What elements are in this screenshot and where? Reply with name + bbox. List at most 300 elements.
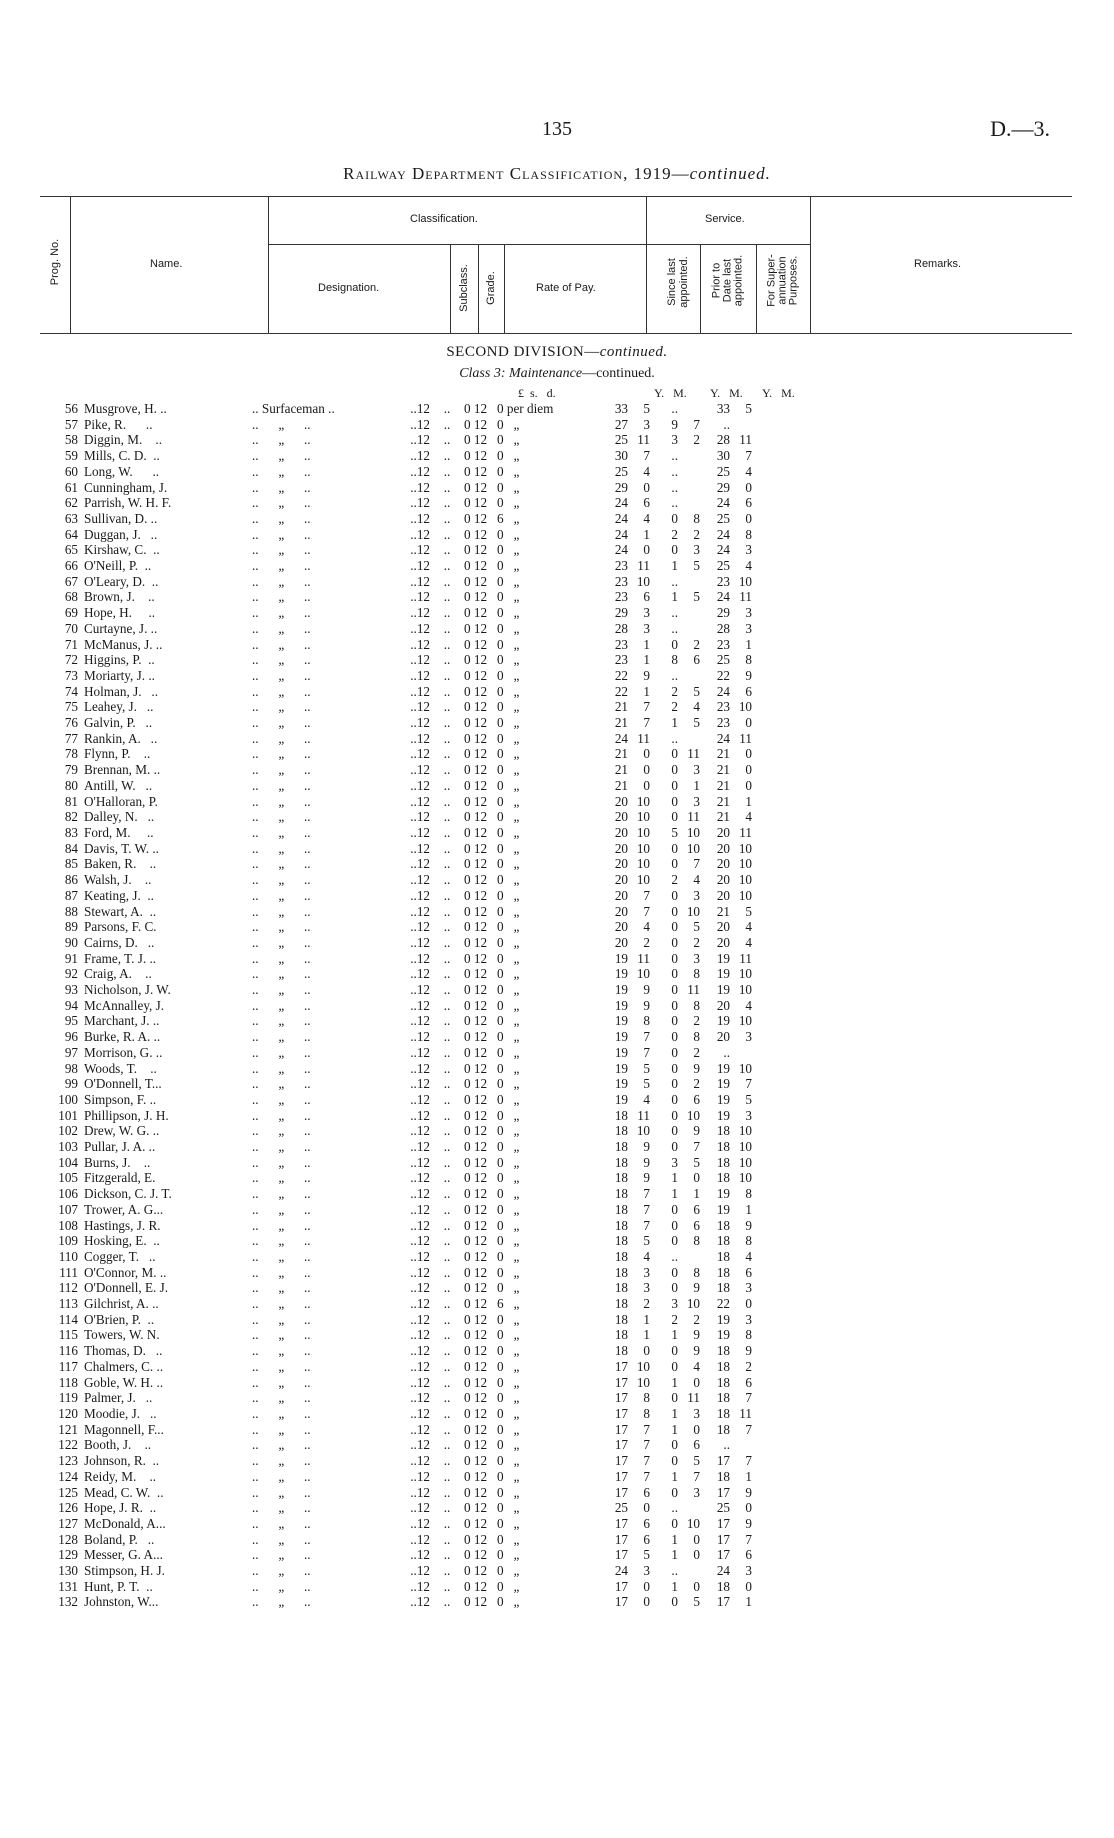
grade-cell: .. <box>443 746 451 762</box>
table-row <box>46 589 752 605</box>
table-row <box>46 511 752 527</box>
designation-cell: .. „ .. <box>252 762 311 778</box>
super-years-cell: 19 <box>716 950 730 966</box>
subclass-cell: ..12 <box>410 636 430 652</box>
designation-cell: .. „ .. <box>252 1453 311 1469</box>
prog-no-cell: 100 <box>58 1091 78 1107</box>
prog-no-cell: 127 <box>58 1515 78 1531</box>
super-years-cell: 20 <box>716 934 730 950</box>
since-years-cell: 24 <box>614 495 628 511</box>
prog-no-cell: 63 <box>64 510 78 526</box>
rate-of-pay-cell: 0 12 0 „ <box>464 1531 520 1547</box>
designation-cell: .. „ .. <box>252 1390 311 1406</box>
rate-of-pay-cell: 0 12 0 „ <box>464 809 520 825</box>
table-row <box>46 1186 752 1202</box>
since-months-cell: 3 <box>643 416 650 432</box>
prog-no-cell: 106 <box>58 1186 78 1202</box>
since-months-cell: 4 <box>643 510 650 526</box>
since-months-cell: 1 <box>643 652 650 668</box>
designation-cell: .. „ .. <box>252 809 311 825</box>
subclass-cell: ..12 <box>410 1264 430 1280</box>
name-cell: Burns, J. .. <box>84 1154 151 1170</box>
since-years-cell: 20 <box>614 887 628 903</box>
prior-years-cell: 1 <box>671 1374 678 1390</box>
subclass-cell: ..12 <box>410 479 430 495</box>
prior-months-cell: 9 <box>693 1280 700 1296</box>
super-months-cell: 10 <box>738 982 752 998</box>
prior-years-cell: 0 <box>671 1107 678 1123</box>
prior-years-cell: 0 <box>671 1343 678 1359</box>
rate-of-pay-cell: 0 12 0 „ <box>464 966 520 982</box>
prior-years-cell: .. <box>671 605 678 621</box>
prior-years-cell: 0 <box>671 1123 678 1139</box>
name-cell: Gilchrist, A. .. <box>84 1296 159 1312</box>
super-years-cell: 20 <box>716 997 730 1013</box>
name-cell: Hope, J. R. .. <box>84 1500 157 1516</box>
prior-months-cell: 2 <box>693 526 700 542</box>
page-title <box>0 164 1114 184</box>
since-years-cell: 21 <box>614 715 628 731</box>
prog-no-cell: 59 <box>64 448 78 464</box>
since-years-cell: 23 <box>614 652 628 668</box>
prog-no-cell: 85 <box>64 856 78 872</box>
super-years-cell: 17 <box>716 1453 730 1469</box>
designation-cell: .. Surfaceman .. <box>252 401 335 416</box>
col-rule-8 <box>756 244 757 333</box>
prog-no-cell: 83 <box>64 824 78 840</box>
super-months-cell: 0 <box>745 479 752 495</box>
header-bottom-rule <box>40 333 1072 334</box>
subclass-cell: ..12 <box>410 667 430 683</box>
since-months-cell: 7 <box>643 699 650 715</box>
rate-of-pay-cell: 0 12 0 „ <box>464 620 520 636</box>
name-cell: Trower, A. G... <box>84 1201 164 1217</box>
grade-cell: .. <box>443 1578 451 1594</box>
rate-of-pay-cell: 0 12 0 „ <box>464 1563 520 1579</box>
prog-no-cell: 120 <box>58 1406 78 1421</box>
rate-of-pay-cell: 0 12 0 „ <box>464 636 520 652</box>
super-years-cell: 18 <box>716 1139 730 1155</box>
since-years-cell: 18 <box>614 1311 628 1327</box>
prior-months-cell <box>678 1249 700 1265</box>
header-grade: Grade. <box>485 271 497 305</box>
designation-cell: .. „ .. <box>252 479 311 495</box>
super-months-cell: 11 <box>739 589 752 605</box>
since-years-cell: 23 <box>614 573 628 589</box>
grade-cell: .. <box>443 856 451 872</box>
title-main: Railway Department Classification, 1919— <box>343 164 690 183</box>
prog-no-cell: 71 <box>64 636 78 652</box>
prior-years-cell: 0 <box>671 1453 678 1469</box>
table-row <box>46 1233 752 1249</box>
grade-cell: .. <box>443 1233 451 1249</box>
since-months-cell: 6 <box>643 1515 650 1531</box>
since-years-cell: 19 <box>614 950 628 966</box>
since-months-cell: 10 <box>636 840 650 856</box>
table-row <box>46 1390 752 1406</box>
super-years-cell: 23 <box>716 715 730 731</box>
since-years-cell: 17 <box>614 1374 628 1390</box>
name-cell: Cunningham, J. <box>84 479 168 495</box>
rate-of-pay-cell: 0 12 0 „ <box>464 1186 520 1202</box>
grade-cell: .. <box>443 793 451 809</box>
prior-months-cell: 8 <box>693 966 700 982</box>
super-months-cell: 11 <box>739 824 752 840</box>
subclass-cell: ..12 <box>410 1154 430 1170</box>
super-years-cell: 19 <box>716 1201 730 1217</box>
grade-cell: .. <box>443 479 451 495</box>
grade-cell: .. <box>443 620 451 636</box>
table-row <box>46 1327 752 1343</box>
subclass-cell: ..12 <box>410 982 430 998</box>
prior-months-cell: 2 <box>693 1076 700 1092</box>
since-years-cell: 18 <box>614 1233 628 1249</box>
table-row <box>46 1280 752 1296</box>
rate-of-pay-cell: 0 12 0 „ <box>464 1578 520 1594</box>
subclass-cell: ..12 <box>410 903 430 919</box>
super-years-cell: 19 <box>716 1327 730 1343</box>
prior-months-cell: 4 <box>693 872 700 888</box>
prior-years-cell: .. <box>671 573 678 589</box>
prior-months-cell <box>678 731 700 747</box>
rate-of-pay-cell: 0 12 0 „ <box>464 872 520 888</box>
prior-years-cell: 2 <box>671 526 678 542</box>
prog-no-cell: 73 <box>64 667 78 683</box>
prior-years-cell: 1 <box>671 1547 678 1563</box>
grade-cell: .. <box>443 699 451 715</box>
prior-months-cell: 3 <box>693 1406 700 1421</box>
prog-no-cell: 129 <box>58 1547 78 1563</box>
grade-cell: .. <box>443 463 451 479</box>
rate-of-pay-cell: 0 12 0 „ <box>464 463 520 479</box>
prog-no-cell: 88 <box>64 903 78 919</box>
super-months-cell: 7 <box>745 1531 752 1547</box>
grade-cell: .. <box>443 1484 451 1500</box>
table-row <box>46 1013 752 1029</box>
prior-months-cell: 8 <box>693 1233 700 1249</box>
grade-cell: .. <box>443 840 451 856</box>
table-row <box>46 809 752 825</box>
name-cell: Sullivan, D. .. <box>84 510 158 526</box>
grade-cell: .. <box>443 510 451 526</box>
rate-of-pay-cell: 0 12 0 „ <box>464 1500 520 1516</box>
super-years-cell: 18 <box>716 1248 730 1264</box>
subclass-cell: ..12 <box>410 1500 430 1516</box>
prog-no-cell: 67 <box>64 573 78 589</box>
super-years-cell: 20 <box>716 919 730 935</box>
since-years-cell: 18 <box>614 1139 628 1155</box>
since-years-cell: 17 <box>614 1547 628 1563</box>
designation-cell: .. „ .. <box>252 1500 311 1516</box>
name-cell: Mills, C. D. .. <box>84 448 160 464</box>
since-months-cell: 3 <box>643 605 650 621</box>
since-months-cell: 9 <box>643 997 650 1013</box>
prior-months-cell: 6 <box>693 1201 700 1217</box>
designation-cell: .. „ .. <box>252 1531 311 1547</box>
header-superannuation: For Super- annuation Purposes. <box>765 254 800 307</box>
grade-cell: .. <box>443 966 451 982</box>
table-row <box>46 1108 752 1124</box>
grade-cell: .. <box>443 1076 451 1092</box>
header-top-rule <box>40 196 1072 197</box>
since-years-cell: 17 <box>614 1406 628 1421</box>
super-years-cell: 18 <box>716 1406 730 1421</box>
prior-months-cell: 6 <box>693 1091 700 1107</box>
super-years-cell: .. <box>723 1044 730 1060</box>
grade-cell: .. <box>443 636 451 652</box>
grade-cell: .. <box>443 558 451 574</box>
super-years-cell: 18 <box>716 1217 730 1233</box>
name-cell: Morrison, G. .. <box>84 1044 163 1060</box>
subclass-cell: ..12 <box>410 950 430 966</box>
super-months-cell: 10 <box>738 573 752 589</box>
since-years-cell: 17 <box>614 1578 628 1594</box>
super-years-cell: 18 <box>716 1374 730 1390</box>
super-years-cell: 19 <box>716 1311 730 1327</box>
super-months-cell: 10 <box>738 699 752 715</box>
since-months-cell: 9 <box>643 1170 650 1186</box>
since-months-cell: 7 <box>643 903 650 919</box>
super-months-cell: 10 <box>738 1060 752 1076</box>
rate-of-pay-cell: 0 12 6 „ <box>464 510 520 526</box>
name-cell: Reidy, M. .. <box>84 1468 157 1484</box>
super-years-cell: 24 <box>716 683 730 699</box>
since-months-cell: 4 <box>643 1091 650 1107</box>
subclass-cell: ..12 <box>410 1594 430 1610</box>
prog-no-cell: 121 <box>58 1421 78 1437</box>
prior-months-cell: 2 <box>693 636 700 652</box>
super-months-cell: 9 <box>745 1217 752 1233</box>
grade-cell: .. <box>443 1296 451 1312</box>
since-months-cell: 9 <box>643 982 650 998</box>
table-row <box>46 762 752 778</box>
prior-years-cell: 0 <box>671 919 678 935</box>
super-months-cell: 10 <box>738 887 752 903</box>
rate-of-pay-cell: 0 12 0 „ <box>464 1139 520 1155</box>
super-years-cell: 19 <box>716 1060 730 1076</box>
subclass-cell: ..12 <box>410 1248 430 1264</box>
super-months-cell: 11 <box>739 1406 752 1421</box>
prior-years-cell: 0 <box>671 997 678 1013</box>
name-cell: McAnnalley, J. <box>84 997 165 1013</box>
since-months-cell: 0 <box>643 1578 650 1594</box>
prog-no-cell: 79 <box>64 762 78 778</box>
header-designation: Designation. <box>318 282 380 294</box>
prog-no-cell: 65 <box>64 542 78 558</box>
table-row <box>46 495 752 511</box>
prior-years-cell: 1 <box>671 1170 678 1186</box>
super-months-cell: 0 <box>745 1296 752 1312</box>
designation-cell: .. „ .. <box>252 1437 311 1453</box>
table-row <box>46 527 752 543</box>
prior-months-cell: 5 <box>693 919 700 935</box>
super-months-cell: 6 <box>745 495 752 511</box>
subclass-cell: ..12 <box>410 762 430 778</box>
rate-of-pay-cell: 0 12 0 „ <box>464 1107 520 1123</box>
since-months-cell: 11 <box>637 1107 650 1123</box>
prior-months-cell: 9 <box>693 1327 700 1343</box>
since-months-cell: 4 <box>643 919 650 935</box>
super-months-cell: 9 <box>745 1343 752 1359</box>
since-years-cell: 20 <box>614 856 628 872</box>
rate-of-pay-cell: 0 12 0 „ <box>464 1091 520 1107</box>
table-row <box>46 684 752 700</box>
grade-cell: .. <box>443 730 451 746</box>
header-since-last-appointed: Since last appointed. <box>666 256 690 308</box>
rate-of-pay-cell: 0 12 0 „ <box>464 1217 520 1233</box>
super-years-cell: .. <box>723 1437 730 1453</box>
prog-no-cell: 123 <box>58 1453 78 1469</box>
name-cell: Galvin, P. .. <box>84 715 153 731</box>
super-months-cell: 10 <box>738 1154 752 1170</box>
since-months-cell: 3 <box>643 620 650 636</box>
table-row <box>46 904 752 920</box>
since-years-cell: 27 <box>614 416 628 432</box>
super-months-cell: 9 <box>745 1484 752 1500</box>
prior-years-cell: .. <box>671 401 678 416</box>
designation-cell: .. „ .. <box>252 463 311 479</box>
prior-months-cell: 6 <box>693 1217 700 1233</box>
since-months-cell: 0 <box>643 746 650 762</box>
prog-no-cell: 92 <box>64 966 78 982</box>
rate-of-pay-cell: 0 12 0 „ <box>464 1390 520 1406</box>
super-years-cell: 20 <box>716 824 730 840</box>
since-months-cell: 7 <box>643 1421 650 1437</box>
rate-of-pay-cell: 0 12 0 „ <box>464 1013 520 1029</box>
name-cell: Kirshaw, C. .. <box>84 542 160 558</box>
since-months-cell: 1 <box>643 636 650 652</box>
since-years-cell: 18 <box>614 1248 628 1264</box>
prior-years-cell: 2 <box>671 872 678 888</box>
prior-years-cell: .. <box>671 463 678 479</box>
grade-cell: .. <box>443 1515 451 1531</box>
grade-cell: .. <box>443 1594 451 1610</box>
subclass-cell: ..12 <box>410 1123 430 1139</box>
prog-no-cell: 116 <box>58 1343 78 1359</box>
prior-months-cell <box>678 574 700 590</box>
grade-cell: .. <box>443 1139 451 1155</box>
prior-months-cell: 5 <box>693 1154 700 1170</box>
grade-cell: .. <box>443 1421 451 1437</box>
name-cell: Moodie, J. .. <box>84 1406 157 1421</box>
designation-cell: .. „ .. <box>252 1547 311 1563</box>
subclass-cell: ..12 <box>410 1139 430 1155</box>
rate-of-pay-cell: 0 12 0 „ <box>464 1406 520 1421</box>
rate-of-pay-cell: 0 12 0 „ <box>464 1060 520 1076</box>
name-cell: Flynn, P. .. <box>84 746 151 762</box>
name-cell: Baken, R. .. <box>84 856 157 872</box>
table-row <box>46 558 752 574</box>
prior-months-cell: 7 <box>693 1139 700 1155</box>
designation-cell: .. „ .. <box>252 919 311 935</box>
rate-of-pay-cell: 0 12 0 „ <box>464 1044 520 1060</box>
prior-years-cell: 1 <box>671 1531 678 1547</box>
prior-months-cell: 2 <box>693 1044 700 1060</box>
rate-of-pay-cell: 0 12 0 per diem <box>464 401 554 416</box>
super-months-cell: 9 <box>745 1515 752 1531</box>
grade-cell: .. <box>443 1060 451 1076</box>
grade-cell: .. <box>443 448 451 464</box>
super-months-cell: 7 <box>745 1453 752 1469</box>
designation-cell: .. „ .. <box>252 1296 311 1312</box>
since-months-cell: 7 <box>643 1201 650 1217</box>
grade-cell: .. <box>443 715 451 731</box>
subclass-cell: ..12 <box>410 401 430 416</box>
prior-years-cell: .. <box>671 1563 678 1579</box>
subclass-cell: ..12 <box>410 997 430 1013</box>
name-cell: Duggan, J. .. <box>84 526 158 542</box>
prior-years-cell: 0 <box>671 1060 678 1076</box>
since-years-cell: 18 <box>614 1154 628 1170</box>
since-months-cell: 7 <box>643 1217 650 1233</box>
since-months-cell: 5 <box>643 1233 650 1249</box>
super-months-cell: 7 <box>745 1390 752 1406</box>
prior-months-cell: 10 <box>686 903 700 919</box>
prior-months-cell: 5 <box>693 683 700 699</box>
subclass-cell: ..12 <box>410 1327 430 1343</box>
subclass-cell: ..12 <box>410 448 430 464</box>
super-months-cell: 1 <box>745 636 752 652</box>
designation-cell: .. „ .. <box>252 699 311 715</box>
super-months-cell <box>730 417 752 433</box>
prog-no-cell: 118 <box>58 1374 78 1390</box>
prior-months-cell: 0 <box>693 1421 700 1437</box>
designation-cell: .. „ .. <box>252 982 311 998</box>
subclass-cell: ..12 <box>410 1531 430 1547</box>
since-years-cell: 17 <box>614 1358 628 1374</box>
rate-of-pay-cell: 0 12 0 „ <box>464 1264 520 1280</box>
prog-no-cell: 66 <box>64 558 78 574</box>
name-cell: Goble, W. H. .. <box>84 1374 164 1390</box>
prior-months-cell <box>678 448 700 464</box>
designation-cell: .. „ .. <box>252 1029 311 1045</box>
header-prior-to-date: Prior to Date last appointed. <box>710 254 745 307</box>
super-months-cell: 1 <box>745 793 752 809</box>
since-years-cell: 20 <box>614 934 628 950</box>
prog-no-cell: 82 <box>64 809 78 825</box>
grade-cell: .. <box>443 526 451 542</box>
prior-years-cell: 0 <box>671 1233 678 1249</box>
super-months-cell: 10 <box>738 1013 752 1029</box>
prior-years-cell: 0 <box>671 762 678 778</box>
super-years-cell: 17 <box>716 1531 730 1547</box>
super-months-cell: 6 <box>745 1547 752 1563</box>
prior-months-cell: 4 <box>693 1358 700 1374</box>
col-rule-5 <box>504 244 505 333</box>
rate-of-pay-cell: 0 12 0 „ <box>464 432 520 448</box>
since-months-cell: 8 <box>643 1390 650 1406</box>
name-cell: Brennan, M. .. <box>84 762 161 778</box>
prior-months-cell <box>678 1500 700 1516</box>
table-row <box>46 621 752 637</box>
col-rule-9 <box>810 196 811 333</box>
rate-of-pay-cell: 0 12 0 „ <box>464 589 520 605</box>
rate-of-pay-cell: 0 12 0 „ <box>464 1248 520 1264</box>
super-months-cell: 10 <box>738 840 752 856</box>
prog-no-cell: 107 <box>58 1201 78 1217</box>
since-years-cell: 18 <box>614 1296 628 1312</box>
grade-cell: .. <box>443 1217 451 1233</box>
prog-no-cell: 69 <box>64 605 78 621</box>
subclass-cell: ..12 <box>410 1013 430 1029</box>
prior-months-cell: 8 <box>693 997 700 1013</box>
rate-of-pay-cell: 0 12 0 „ <box>464 1484 520 1500</box>
super-months-cell: 3 <box>745 1311 752 1327</box>
since-months-cell: 10 <box>636 573 650 589</box>
prior-years-cell: 0 <box>671 1217 678 1233</box>
prior-years-cell: 0 <box>671 1390 678 1406</box>
prior-months-cell: 3 <box>693 762 700 778</box>
